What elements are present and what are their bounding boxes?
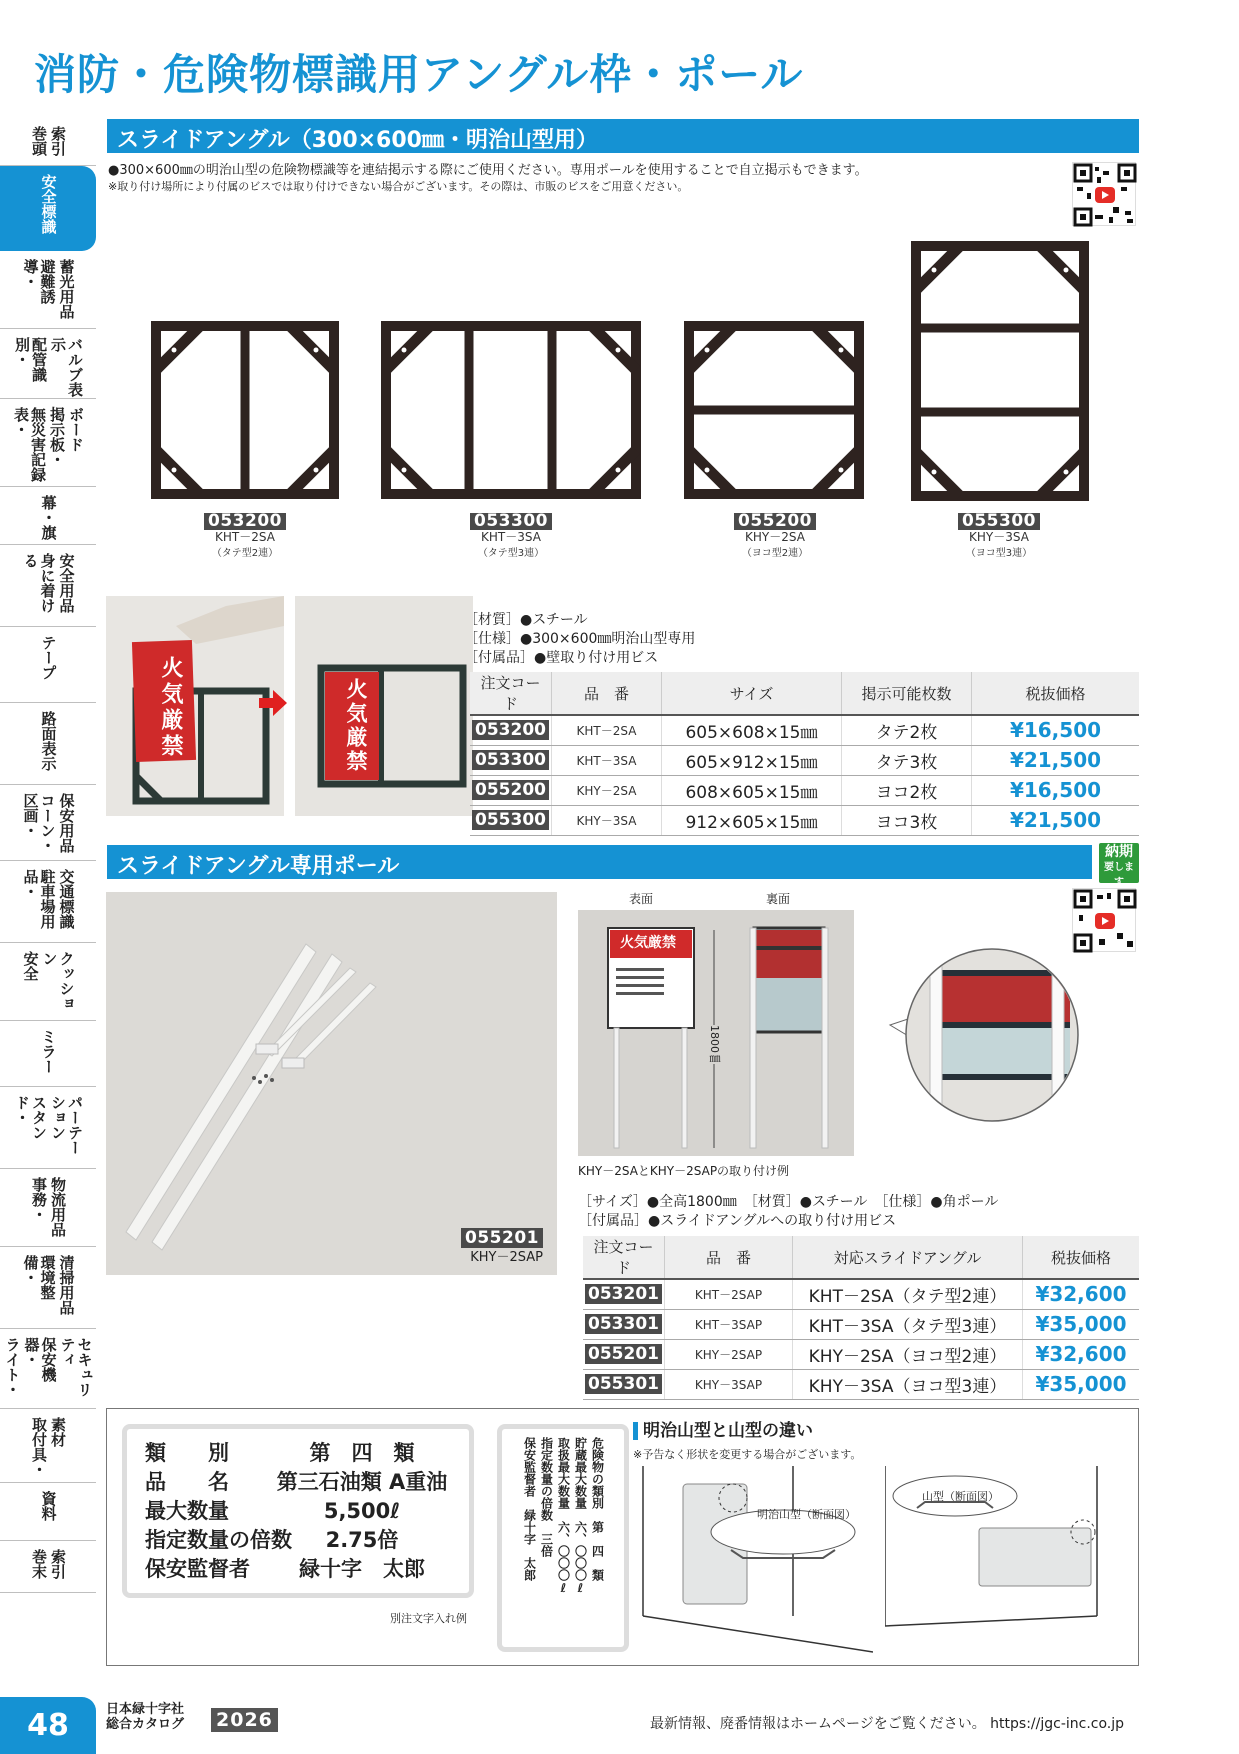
detail-zoom-bubble [880,935,1080,1135]
sign-row [145,1468,451,1497]
usage-photo-after [295,596,473,816]
price: ¥32,600 [1022,1279,1139,1309]
col-header: 注文コード [470,672,551,715]
sidebar-item-shiryo[interactable] [0,1483,96,1541]
sidebar-item-label: ライト・ [3,1337,22,1397]
sidebar-item-cushion[interactable] [0,943,96,1021]
sidebar-item-label: 事務・ [30,1177,48,1222]
sidebar-item-label: バルブ表示 [49,337,84,397]
sidebar-item-label: 掲示板・ [48,407,66,467]
compatible-angle: KHY－2SA（ヨコ型2連） [792,1339,1022,1369]
table-row [583,1369,1139,1399]
label-back: 裏面 [766,892,791,906]
compatible-angle: KHY－3SA（ヨコ型3連） [792,1369,1022,1399]
usage-photo-before [106,596,284,816]
order-code: 053300 [472,750,549,770]
sign-vertical-column: 保安監督者 緑十字 太郎 [522,1437,537,1581]
sidebar-item-mini[interactable] [0,545,96,627]
page-title: 消防・危険物標識用アングル枠・ポール [34,50,804,99]
order-code: 055200 [472,780,549,800]
sidebar-item-maku[interactable] [0,487,96,545]
order-code-badge: 055200 [734,513,816,530]
footer-text: 最新情報、廃番情報はホームページをご覧ください。 [650,1716,986,1732]
sidebar-item-chusha[interactable] [0,861,96,943]
sidebar-item-label: クッション [40,951,76,1011]
sidebar-item-cone[interactable] [0,785,96,861]
page-number: 48 [0,1697,96,1754]
lead-time-label: 納期 [1105,844,1133,860]
sign-text: 火気厳禁 [620,935,676,951]
sidebar-item-label: 安全標識 [39,174,58,234]
table-row [583,1279,1139,1309]
order-code-badge: 053200 [204,513,286,530]
sidebar-item-kanmatsu[interactable] [0,1541,96,1593]
frame-type: （タテ型3連） [477,548,545,559]
pole-spec: ［サイズ］●全高1800㎜ ［材質］●スチール ［仕様］●角ポール [578,1194,999,1210]
sidebar-item-label: ミラー [39,1029,58,1074]
sidebar-item-label: 巻末 [30,1549,48,1579]
sidebar-item-stand[interactable] [0,1087,96,1169]
sidebar-item-label: 安全用品 [57,553,76,613]
section-title-slide-angle: スライドアングル（300×600㎜・明治山型用） [107,119,1139,153]
compatible-angle: KHT－2SA（タテ型2連） [792,1279,1022,1309]
order-code: 053201 [585,1284,662,1304]
spec-spec: ［仕様］●300×600㎜明治山型専用 [464,631,696,647]
part-number: KHY－2SA [745,530,805,544]
meiji-label: 明治山型（断面図） [757,1508,856,1521]
sidebar-item-label: テープ [39,635,58,680]
sign-sample-horizontal [122,1424,474,1598]
sign-vertical-column: 取扱最大数量 六、〇〇〇ℓ [556,1437,571,1595]
catalog-year: 2026 [211,1708,278,1732]
size: 912×605×15㎜ [661,805,841,835]
col-header: 対応スライドアングル [792,1236,1022,1279]
meiji-yama-diagram [633,1466,873,1656]
sidebar-item-label: 取付具・ [30,1417,48,1477]
frame-caption [710,513,840,561]
col-header: 掲示可能枚数 [841,672,971,715]
frame-khy-3sa [910,240,1090,502]
order-code-badge: 053300 [470,513,552,530]
price: ¥16,500 [971,715,1139,745]
sidebar-item-label: 幕・旗 [39,495,58,540]
frame-caption [934,513,1064,561]
table-row [470,745,1139,775]
sidebar-item-hinan[interactable] [0,251,96,329]
sidebar-item-label: 駐車場用品・ [21,869,57,929]
order-code: 053301 [585,1314,662,1334]
sidebar-item-label: 物流用品 [49,1177,67,1237]
sidebar-item-toritsuke[interactable] [0,1409,96,1483]
part-number: KHY－3SA [551,805,661,835]
sign-row-label: 指定数量の倍数 [145,1528,292,1552]
order-code-badge: 055201 [461,1228,543,1248]
pole-photo [106,892,557,1275]
sidebar-item-musai[interactable] [0,399,96,487]
table-row [470,805,1139,835]
footer-note [650,1713,1124,1733]
sign-row-label: 類 別 [145,1441,229,1465]
part-number: KHT－3SAP [664,1309,792,1339]
sidebar-item-label: コーン・区画・ [21,793,57,853]
capacity: タテ3枚 [841,745,971,775]
table-row [470,775,1139,805]
sign-row-value: 5,500ℓ [323,1499,401,1523]
sidebar-item-label: 素材 [49,1417,67,1447]
sign-vertical-column: 貯蔵最大数量 六、〇〇〇ℓ [573,1437,588,1595]
sign-row-label: 品 名 [145,1470,229,1494]
sign-row [145,1526,451,1555]
qr-code[interactable] [1072,162,1136,226]
section1-note: ●300×600㎜の明治山型の危険物標識等を連結掲示する際にご使用ください。専用ポールを使用することで自立掲示もできます。 [108,163,868,178]
website-link[interactable]: https://jgc-inc.co.jp [990,1716,1125,1732]
price: ¥35,000 [1022,1369,1139,1399]
capacity: ヨコ3枚 [841,805,971,835]
publisher-name: 日本緑十字社 [106,1702,185,1717]
lead-time-badge [1099,843,1139,888]
frame-type: （ヨコ型2連） [741,548,809,559]
sign-row-label: 最大数量 [145,1499,229,1523]
sign-row-value: 緑十字 太郎 [299,1557,425,1581]
sign-sample-vertical [497,1424,629,1652]
sidebar-item-label: 交通標識 [57,869,76,929]
table-row [470,715,1139,745]
frame-caption [180,513,310,561]
diff-note: ※予告なく形状を変更する場合がございます。 [633,1448,862,1461]
sign-row [145,1439,451,1468]
sign-vertical-column: 危険物の類別 第 四 類 [590,1437,605,1581]
sidebar-item-label: 環境整備・ [21,1255,57,1300]
capacity: ヨコ2枚 [841,775,971,805]
size: 608×605×15㎜ [661,775,841,805]
sidebar-item-label: パーテーション [49,1095,84,1155]
mount-caption: KHY－2SAとKHY－2SAPの取り付け例 [578,1164,790,1178]
sidebar-item-label: 避難誘導・ [21,259,57,304]
size: 605×912×15㎜ [661,745,841,775]
yama-label: 山型（断面図） [922,1490,999,1503]
sidebar-item-label: 巻頭 [30,126,48,156]
order-code: 055300 [472,810,549,830]
publisher [106,1702,184,1732]
size: 605×608×15㎜ [661,715,841,745]
sidebar-item-jimu[interactable] [0,1169,96,1247]
section1-note-small: ※取り付け場所により付属のビスでは取り付けできない場合がございます。その際は、市販のビスをご用意ください。 [108,180,689,193]
sidebar-item-label: 路面表示 [39,711,58,771]
qr-code[interactable] [1072,888,1136,952]
sidebar-item-label: 安全 [21,951,40,981]
part-number: KHT－2SAP [664,1279,792,1309]
mount-example-photo [578,910,854,1156]
part-number: KHY－2SAP [470,1250,543,1265]
sign-row-value: 2.75倍 [325,1528,399,1552]
order-code: 053200 [472,720,549,740]
part-number: KHY－2SA [551,775,661,805]
table-row [583,1309,1139,1339]
sidebar-item-anzen[interactable] [0,166,96,251]
sidebar-item-label: 索引 [49,126,67,156]
sidebar-item-mirror[interactable] [0,1021,96,1087]
pole-accessories: ［付属品］●スライドアングルへの取り付け用ビス [578,1213,897,1229]
catalog-name: 総合カタログ [106,1717,185,1732]
capacity: タテ2枚 [841,715,971,745]
part-number: KHT－3SA [481,530,541,544]
label-front: 表面 [629,892,654,906]
frame-caption [446,513,576,561]
spec-accessories: ［付属品］●壁取り付け用ビス [464,650,659,666]
dimension-label: 1800㎜ [708,1025,721,1064]
col-header: 税抜価格 [1022,1236,1139,1279]
col-header: 税抜価格 [971,672,1139,715]
sign-text: 火気厳禁 [344,678,368,774]
price: ¥32,600 [1022,1339,1139,1369]
arrow-right-icon [259,690,289,716]
sidebar-item-label: 資料 [39,1491,58,1521]
sidebar-item-light[interactable] [0,1329,96,1409]
sidebar-item-label: 保安用品 [57,793,76,853]
diff-title: 明治山型と山型の違い [633,1422,813,1440]
sidebar-item-label: セキュリティ [58,1337,94,1397]
frame-kht-3sa [380,320,642,500]
col-header: サイズ [661,672,841,715]
frame-type: （タテ型2連） [211,548,279,559]
example-caption: 別注文字入れ例 [390,1612,467,1625]
compatible-angle: KHT－3SA（タテ型3連） [792,1309,1022,1339]
spec-material: ［材質］●スチール [464,612,588,628]
price-table-angle [470,672,1139,836]
price: ¥35,000 [1022,1309,1139,1339]
pole-caption [461,1228,543,1267]
frame-khy-2sa [683,320,865,500]
table-row [583,1339,1139,1369]
sidebar-item-label: 保安機器・ [22,1337,58,1382]
sign-row [145,1497,451,1526]
sidebar-item-label: 蓄光用品 [57,259,76,319]
price: ¥16,500 [971,775,1139,805]
sidebar-item-label: 配管識別・ [13,337,48,382]
sidebar-item-kankyo[interactable] [0,1247,96,1329]
part-number: KHY－3SA [969,530,1029,544]
order-code: 055301 [585,1374,662,1394]
frame-type: （ヨコ型3連） [965,548,1033,559]
sign-row-value: 第三石油類 A重油 [276,1470,448,1494]
sign-vertical-column: 指定数量の倍数 三倍 [539,1437,554,1557]
section-title-pole: スライドアングル専用ポール [107,845,1092,879]
sign-row [145,1555,451,1584]
sidebar-item-haikan[interactable] [0,329,96,399]
order-code: 055201 [585,1344,662,1364]
part-number: KHT－2SA [215,530,275,544]
part-number: KHY－2SAP [664,1339,792,1369]
col-header: 注文コード [583,1236,664,1279]
part-number: KHT－3SA [551,745,661,775]
sidebar-item-label: 清掃用品 [57,1255,76,1315]
sidebar-item-tape[interactable] [0,627,96,703]
sidebar-item-label: ボード [67,407,85,452]
sign-row-label: 保安監督者 [145,1557,250,1581]
sidebar-item-label: 索引 [49,1549,67,1579]
sign-text: 火気厳禁 [158,656,183,760]
sign-row-value: 第 四 類 [309,1441,415,1465]
sidebar-item-label: スタンド・ [13,1095,48,1140]
order-code-badge: 055300 [958,513,1040,530]
sidebar-item-label: 身に着ける [21,553,57,613]
col-header: 品 番 [551,672,661,715]
frame-kht-2sa [150,320,340,500]
sidebar-item-romen[interactable] [0,703,96,785]
lead-time-sub: 要します [1104,862,1134,888]
price: ¥21,500 [971,805,1139,835]
col-header: 品 番 [664,1236,792,1279]
part-number: KHY－3SAP [664,1369,792,1399]
part-number: KHT－2SA [551,715,661,745]
sidebar-item-label: 無災害記録表・ [12,407,47,482]
price: ¥21,500 [971,745,1139,775]
price-table-pole [583,1236,1139,1400]
sidebar-item-kantou[interactable] [0,118,96,166]
